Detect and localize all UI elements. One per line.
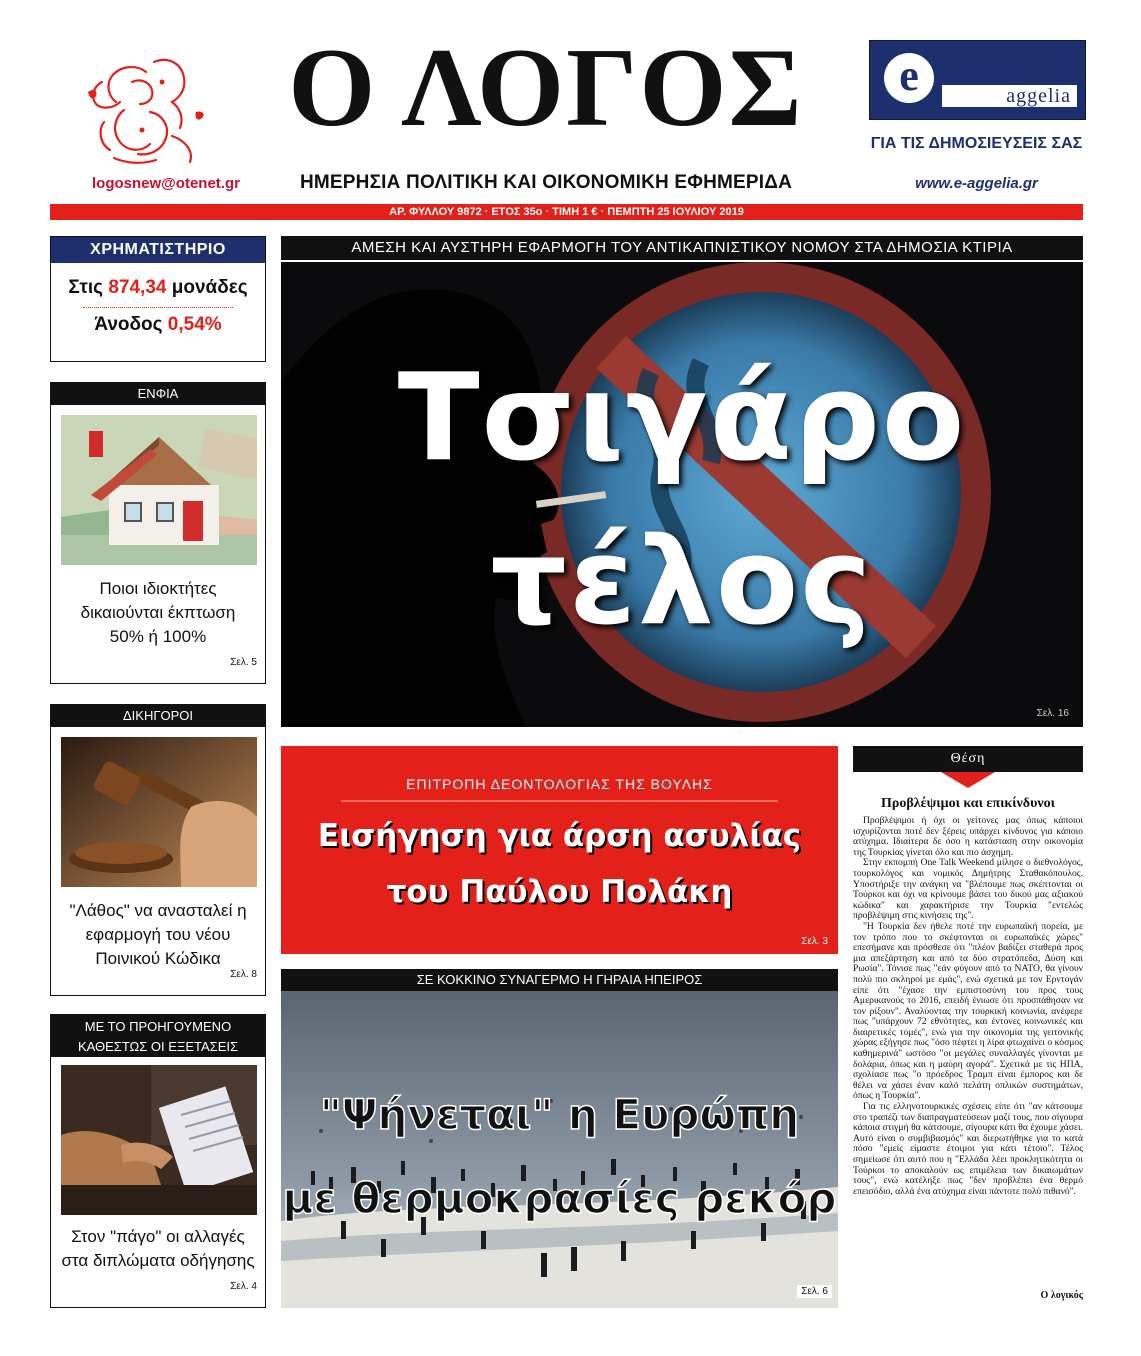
hero-headline-line1: Τσιγάρο: [397, 349, 967, 488]
europe-story[interactable]: [281, 991, 838, 1308]
crowded-beach-photo: [281, 991, 838, 1308]
hero-headline-line2: τέλος: [490, 513, 874, 652]
ethics-headline-line2: του Παύλου Πολάκη: [386, 874, 733, 910]
stock-change-value: 0,54%: [167, 314, 222, 335]
e-aggelia-wordmark: aggelia: [942, 85, 1077, 107]
stock-change-line: [51, 314, 265, 336]
enfia-page-ref[interactable]: Σελ. 5: [230, 657, 257, 668]
opinion-paragraph: Προβλέψιμοι ή όχι οι γείτονες μας όπως κάποιοι ισχυρίζονται ποτέ δεν ξέρεις υπάρχει κίνδυνος για κάποιο ατύχημα. Ιδιαίτερα δε όσο η κατάσταση στην οικονομία της Τουρκίας γίνεται όλο και πιο άσχημη.: [853, 815, 1083, 858]
driving-test-photo: [61, 1065, 257, 1215]
smoking-silhouette-photo: [281, 262, 1083, 727]
lawyers-header: ΔΙΚΗΓΟΡΟΙ: [51, 705, 265, 727]
europe-headline-line2: με θερμοκρασίες ρεκόρ: [282, 1174, 837, 1223]
opinion-title: Προβλέψιμοι και επικίνδυνοι: [881, 796, 1055, 811]
hero-story[interactable]: [281, 262, 1083, 727]
ethics-headline-line1: Εισήγηση για άρση ασυλίας: [317, 818, 802, 854]
newspaper-title: Ο ΛΟΓΟΣ: [288, 26, 804, 150]
e-aggelia-ad-logo[interactable]: [869, 40, 1086, 120]
hero-kicker: ΑΜΕΣΗ ΚΑΙ ΑΥΣΤΗΡΗ ΕΦΑΡΜΟΓΗ ΤΟΥ ΑΝΤΙΚΑΠΝΙΣΤΙΚΟΥ ΝΟΜΟΥ ΣΤΑ ΔΗΜΟΣΙΑ ΚΤΙΡΙΑ: [281, 236, 1083, 260]
exams-header-line1: ΜΕ ΤΟ ΠΡΟΗΓΟΥΜΕΝΟ: [84, 1019, 232, 1034]
opinion-header-pointer: [941, 772, 995, 788]
europe-kicker: ΣΕ ΚΟΚΚΙΝΟ ΣΥΝΑΓΕΡΜΟ Η ΓΗΡΑΙΑ ΗΠΕΙΡΟΣ: [281, 969, 838, 991]
lawyers-story[interactable]: [50, 704, 266, 996]
opinion-paragraph: Στην εκπομπή One Talk Weekend μίλησε ο διεθνολόγος, τουρκολόγος και νομικός Δημήτρης Σταθακόπουλος. Υποστήριξε την ανάγκη να "βλέπουμε πως σκέπτονται οι Τούρκοι και όχι να κρίνουμε βάσει του δικού μας αξιακού κώδικα" και χαρακτήρισε την Τουρκία "εντελώς προβλέψιμη στις κινήσεις της".: [853, 857, 1083, 922]
exams-header: [51, 1015, 265, 1057]
enfia-header: ΕΝΦΙΑ: [51, 383, 265, 405]
ethics-kicker: ΕΠΙΤΡΟΠΗ ΔΕΟΝΤΟΛΟΓΙΑΣ ΤΗΣ ΒΟΥΛΗΣ: [406, 776, 713, 792]
ad-tagline: ΓΙΑ ΤΙΣ ΔΗΜΟΣΙΕΥΣΕΙΣ ΣΑΣ: [870, 135, 1083, 152]
logo-illustration: [84, 52, 214, 170]
opinion-column[interactable]: [853, 746, 1083, 1306]
opinion-signature: Ο λογικός: [1040, 1290, 1083, 1301]
stock-market-box[interactable]: [50, 236, 266, 362]
europe-page-ref[interactable]: Σελ. 6: [797, 1285, 832, 1298]
gavel-photo: [61, 737, 257, 887]
enfia-story[interactable]: [50, 382, 266, 684]
enfia-caption: Ποιοι ιδιοκτήτες δικαιούνται έκπτωση 50% ή 100%: [80, 579, 236, 646]
exams-caption: Στον "πάγο" οι αλλαγές στα διπλώματα οδήγησης: [61, 1227, 255, 1270]
stock-index-suffix: μονάδες: [166, 277, 248, 298]
issue-info-bar: ΑΡ. ΦΥΛΛΟΥ 9872 · ΕΤΟΣ 35ο · ΤΙΜΗ 1 € · ΠΕΜΠΤΗ 25 ΙΟΥΛΙΟΥ 2019: [50, 204, 1083, 220]
newspaper-subtitle: ΗΜΕΡΗΣΙΑ ΠΟΛΙΤΙΚΗ ΚΑΙ ΟΙΚΟΝΟΜΙΚΗ ΕΦΗΜΕΡΙΔΑ: [299, 172, 793, 193]
stock-divider: [83, 307, 233, 308]
stock-header: ΧΡΗΜΑΤΙΣΤΗΡΙΟ: [51, 237, 265, 263]
masthead: [0, 0, 1141, 222]
ethics-story[interactable]: [281, 746, 838, 954]
house-on-money-photo: [61, 415, 257, 565]
opinion-body: [853, 816, 1083, 1197]
hero-page-ref[interactable]: Σελ. 16: [1036, 708, 1069, 719]
lawyers-caption: "Λάθος" να ανασταλεί η εφαρμογή του νέου Ποινικού Κώδικα: [69, 901, 247, 968]
e-logo-icon: e: [884, 53, 934, 103]
contact-email[interactable]: logosnew@otenet.gr: [92, 175, 240, 192]
ethics-page-ref[interactable]: Σελ. 3: [801, 936, 828, 947]
opinion-paragraph: "Η Τουρκία δεν ήθελε ποτέ την ευρωπαϊκή πορεία, με τον τρόπο που το σκέφτονται οι ευρωπαϊκές χώρες" επεσήμανε και πρόσθεσε ότι "πλέον βαδίζει σταθερά προς μια απεξάρτηση και από τα δύο στρατόπεδα, Δύση και Ρωσία". Τόνισε πως "εάν φύγουν από το ΝΑΤΟ, θα γίνουν πολύ πιο σκληροί με εμάς", ενώ σχετικά με τον Ερντογάν είπε ότι "έχασε την εμπιστοσύνη του προς τους Αμερικανούς το 2016, επειδή ένιωσε ότι προσπάθησαν να τον ρίξουν". Αναλύοντας την τουρκική κοινωνία, ανέφερε πως "υπάρχουν 72 εθνότητες, και έντονες κοινωνικές και διαιρετικές τομές", ενώ για την οικονομία της γειτονικής χώρας εξήγησε πως "όσο πέφτει η λίρα φτωχαίνει ο κόσμος καθημερινά" ωστόσο "οι μεγάλες συναλλαγές γίνονται με δολάρια, όπως και η μαύρη αγορά". Σχετικά με τις ΗΠΑ, σχολίασε πως "ο πρόεδρος Τραμπ είναι έμπορος και δε θέλει να χάσει έναν καλό πελάτη οπλικών συστημάτων, όπως η Τουρκία".: [853, 920, 1083, 1102]
opinion-header: Θέση: [853, 746, 1083, 772]
stock-change-prefix: Άνοδος: [94, 314, 168, 335]
stock-index-value: 874,34: [108, 277, 167, 298]
stock-index-prefix: Στις: [68, 277, 109, 298]
ethics-kicker-rule: [341, 800, 778, 802]
exams-header-line2: ΚΑΘΕΣΤΩΣ ΟΙ ΕΞΕΤΑΣΕΙΣ: [77, 1039, 239, 1054]
lawyers-page-ref[interactable]: Σελ. 8: [230, 969, 257, 980]
europe-headline-line1: "Ψήνεται" η Ευρώπη: [319, 1090, 800, 1139]
ad-url-link[interactable]: www.e-aggelia.gr: [915, 175, 1038, 192]
opinion-paragraph: Για τις ελληνοτουρκικές σχέσεις είπε ότι "αν κάτσουμε στο τραπέζι των διαπραγματεύσεων μαζί τους, που σίγουρα κάποια στιγμή θα κάτσουμε, σίγουρα κάτι θα έχουμε χάσει. Αυτό είναι ο συμβιβασμός" και διερωτήθηκε για το κατά πόσο "εμείς είμαστε έτοιμοι για κάτι τέτοιο". Τέλος σημείωσε ότι αυτό που η "Ελλάδα λέει προκλητικότητα οι Τούρκοι το αποκαλούν ως επιμέλεια των δικαιωμάτων τους", ενώ κατέληξε πως "δεν προβλέπει ένα θερμό επεισόδιο, αλλά ένα ατύχημα είναι πάντοτε πολύ πιθανό".: [853, 1101, 1083, 1197]
exams-page-ref[interactable]: Σελ. 4: [230, 1281, 257, 1292]
stock-index-line: [51, 277, 265, 299]
exams-story[interactable]: [50, 1014, 266, 1308]
